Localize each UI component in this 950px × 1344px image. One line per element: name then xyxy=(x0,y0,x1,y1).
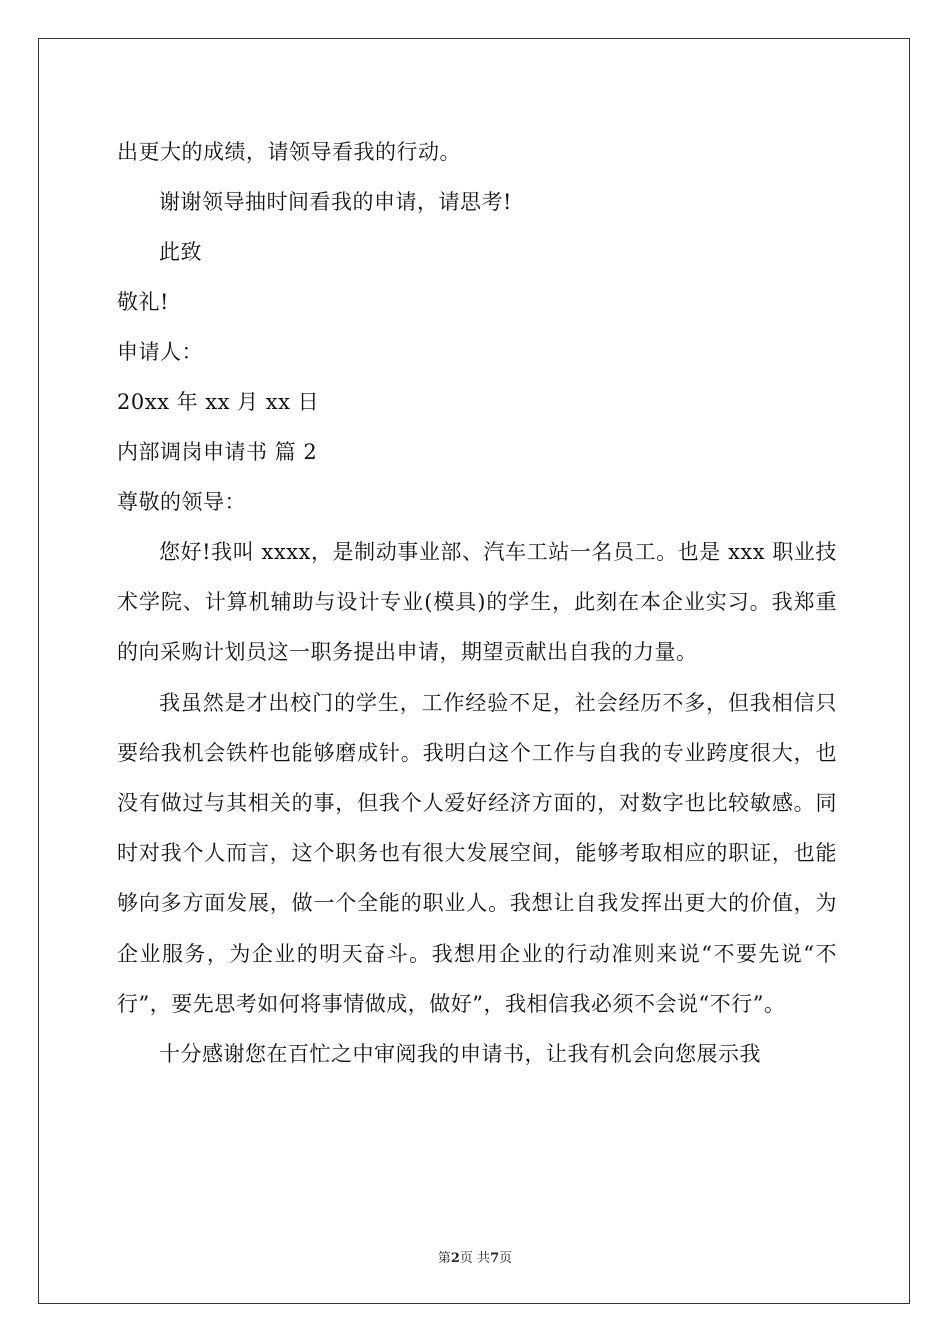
date-line: 20xx 年 xx 月 xx 日 xyxy=(117,390,320,414)
body-paragraph: 十分感谢您在百忙之中审阅我的申请书，让我有机会向您展示我 xyxy=(159,1042,761,1067)
section-title: 内部调岗申请书 篇 2 xyxy=(117,440,318,464)
greeting-line: 尊敬的领导： xyxy=(117,490,246,514)
salutation-line: 敬礼! xyxy=(117,290,169,314)
text-line: 出更大的成绩，请领导看我的行动。 xyxy=(117,140,461,164)
body-paragraph: 我虽然是才出校门的学生，工作经验不足，社会经历不多，但我相信只要给我机会铁杵也能够磨成针。我明白这个工作与自我的专业跨度很大，也没有做过与其相关的事，但我个人爱好经济方面的，对数字也比较敏感。同时对我个人而言，这个职务也有很大发展空间，能够考取相应的职证，也能够向多方面发展，做一个全能的职业人。我想让自我发挥出更大的价值，为企业服务，为企业的明天奋斗。我想用企业的行动准则来说“不要先说“不行”，要先思考如何将事情做成，做好”，我相信我必须不会说“不行”。 xyxy=(117,690,837,1016)
page-footer xyxy=(0,1247,950,1266)
applicant-label: 申请人： xyxy=(117,340,203,364)
closing-line: 此致 xyxy=(159,240,202,264)
page-current: 2 xyxy=(450,1251,460,1266)
text-line: 谢谢领导抽时间看我的申请，请思考! xyxy=(159,190,512,214)
page-mid: 页 共 xyxy=(459,1251,491,1266)
document-body xyxy=(117,127,837,1079)
page-suffix: 页 xyxy=(499,1251,513,1266)
body-paragraph: 您好!我叫 xxxx，是制动事业部、汽车工站一名员工。也是 xxx 职业技术学院、计算机辅助与设计专业(模具)的学生，此刻在本企业实习。我郑重的向采购计划员这一职务提出申请，期望贡献出自我的力量。 xyxy=(117,540,837,665)
page-total: 7 xyxy=(490,1251,500,1266)
page-prefix: 第 xyxy=(437,1251,451,1266)
